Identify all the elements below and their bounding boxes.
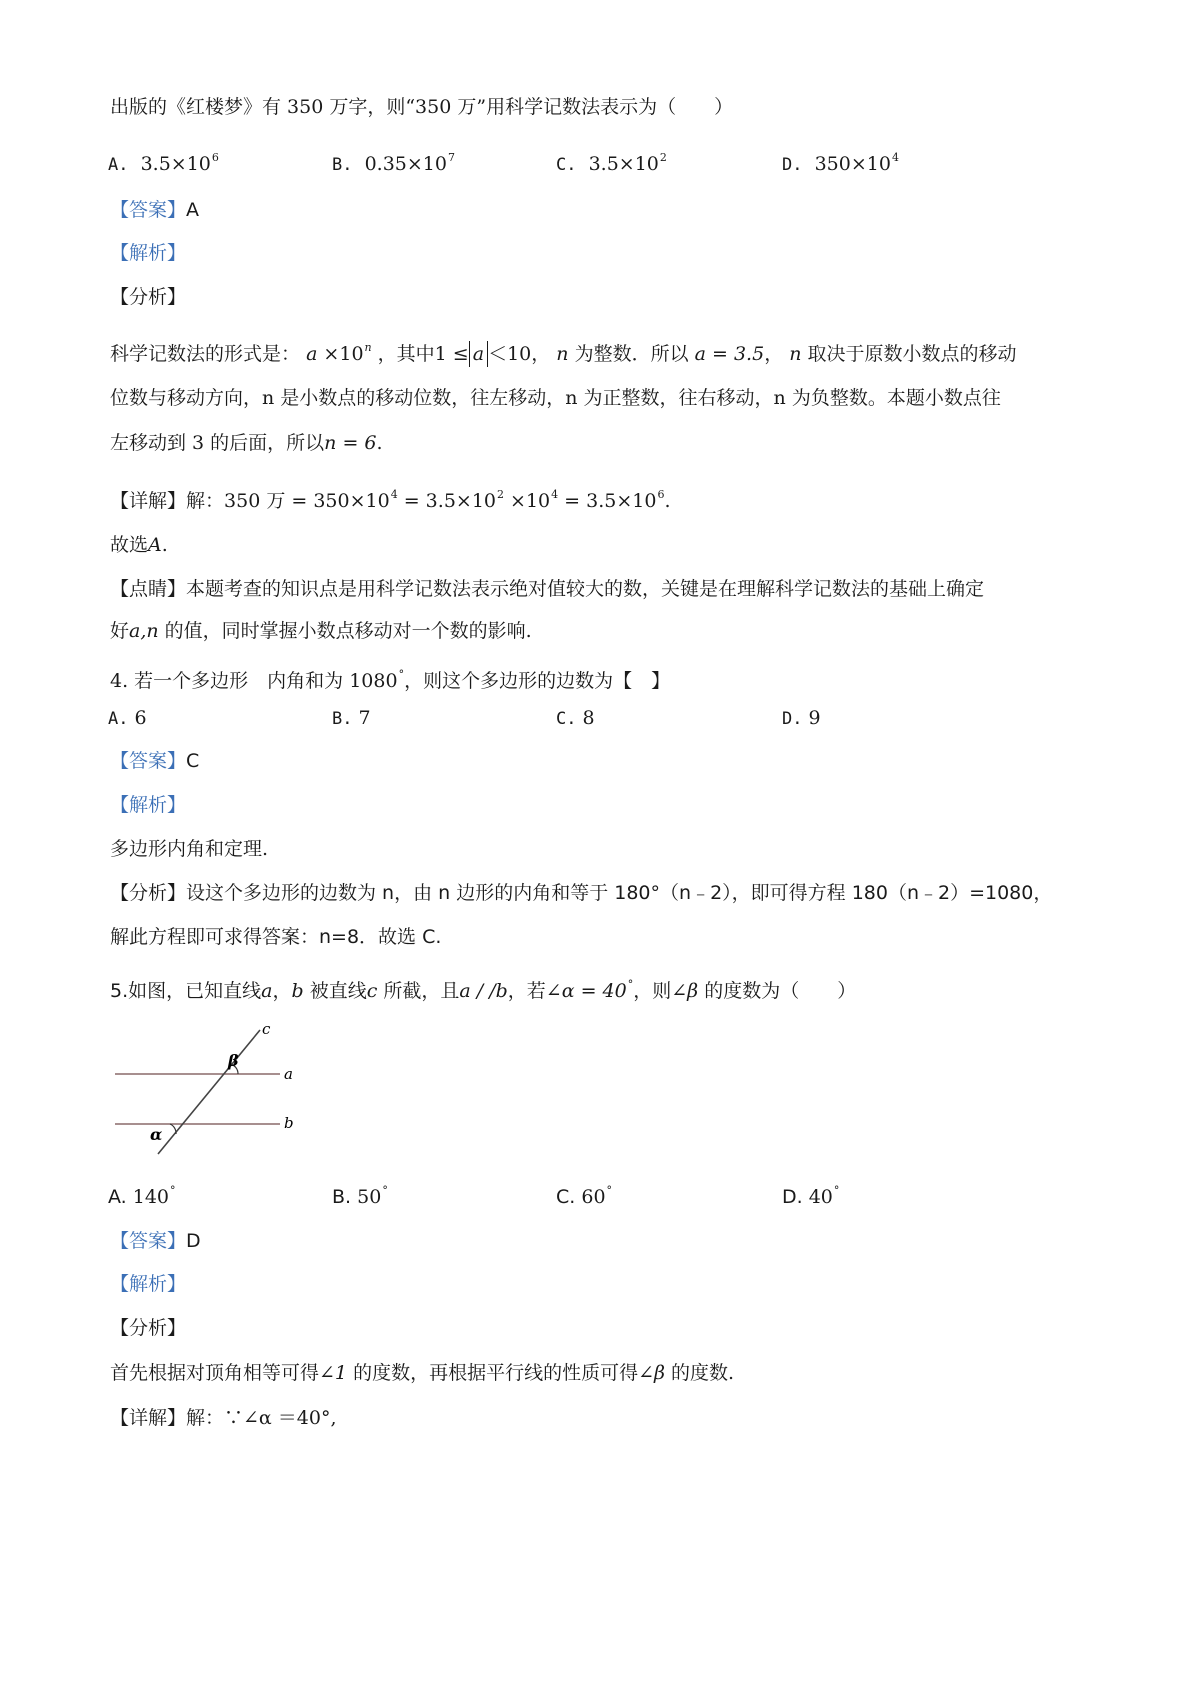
q3-dianjing-line-2: 好a,n 的值，同时掌握小数点移动对一个数的影响.: [110, 620, 532, 642]
q3-analysis-line-2: 位数与移动方向，n 是小数点的移动位数，往左移动，n 为正整数，往右移动，n 为负整数。本题小数点往: [110, 387, 1001, 409]
q5-detail: 【详解】解：∵∠α ＝40°,: [110, 1407, 337, 1429]
q4-option-d: D. 9: [782, 707, 821, 729]
label-a: a: [284, 1065, 293, 1083]
q3-analysis-line-1: 科学记数法的形式是： $a \times 10^n$ ，其中1 ≤ a ＜10， n 为整数．所以 a = 3.5， n 取决于原数小数点的移动: [110, 341, 1017, 365]
q5-option-c: C. 60°: [556, 1184, 613, 1208]
answer-tag: 【答案】: [110, 750, 187, 772]
q5-jiexi-tag: 【解析】: [110, 1273, 187, 1295]
q5-fenxi-tag: 【分析】: [110, 1317, 187, 1339]
q4-answer: 【答案】C: [110, 750, 200, 772]
parallel-lines-figure: [110, 1022, 330, 1162]
q4-option-b: B. 7: [332, 707, 371, 729]
label-c: c: [262, 1022, 271, 1038]
q4-option-c: C. 8: [556, 707, 595, 729]
q4-jiexi-tag: 【解析】: [110, 794, 187, 816]
q3-detail: 【详解】解：350 万 = $350\times 10^4 = 3.5\times 10^2 \times 10^4 = 3.5\times 10^6$.: [110, 488, 671, 512]
q3-fenxi-tag: 【分析】: [110, 286, 187, 308]
q4-theorem: 多边形内角和定理.: [110, 838, 269, 860]
q5-option-a: A. 140°: [108, 1184, 176, 1208]
q5-option-d: D. 40°: [782, 1184, 840, 1208]
q5-option-b: B. 50°: [332, 1184, 388, 1208]
q5-fenxi-text: 首先根据对顶角相等可得∠1 的度数，再根据平行线的性质可得∠β 的度数.: [110, 1362, 735, 1384]
line-c: [158, 1030, 260, 1154]
q3-answer: 【答案】A: [110, 199, 200, 221]
q3-option-b: B. $0.35\times 10^7$: [332, 151, 455, 175]
q3-jiexi-tag: 【解析】: [110, 242, 187, 264]
q5-stem: 5.如图，已知直线a，b 被直线c 所截，且a / /b，若∠α = 40°，则∠β 的度数为（ ）: [110, 978, 857, 1002]
q3-option-c: C. $3.5\times 10^2$: [556, 151, 667, 175]
label-alpha: α: [150, 1125, 163, 1144]
q4-option-a: A. 6: [108, 707, 147, 729]
q3-option-d: D. $350\times 10^4$: [782, 151, 899, 175]
q3-option-a: A. $3.5\times 10^6$: [108, 151, 219, 175]
q3-stem: 出版的《红楼梦》有 350 万字，则“350 万”用科学记数法表示为（ ）: [110, 96, 734, 118]
answer-tag: 【答案】: [110, 199, 187, 221]
q4-stem: 4. 若一个多边形 内角和为 1080°，则这个多边形的边数为【 】: [110, 668, 671, 692]
label-beta: β: [228, 1051, 239, 1070]
label-b: b: [284, 1114, 294, 1132]
q5-answer: 【答案】D: [110, 1230, 201, 1252]
q3-choose: 故选A.: [110, 534, 168, 556]
q4-fenxi-line-1: 【分析】设这个多边形的边数为 n，由 n 边形的内角和等于 180°（n﹣2），即可得方程 180（n﹣2）=1080，: [110, 882, 1053, 904]
answer-tag: 【答案】: [110, 1230, 187, 1252]
q3-analysis-line-3: 左移动到 3 的后面，所以n = 6.: [110, 432, 383, 454]
q4-fenxi-line-2: 解此方程即可求得答案：n=8．故选 C.: [110, 926, 442, 948]
q3-dianjing-line-1: 【点睛】本题考查的知识点是用科学记数法表示绝对值较大的数，关键是在理解科学记数法的基础上确定: [110, 578, 985, 600]
